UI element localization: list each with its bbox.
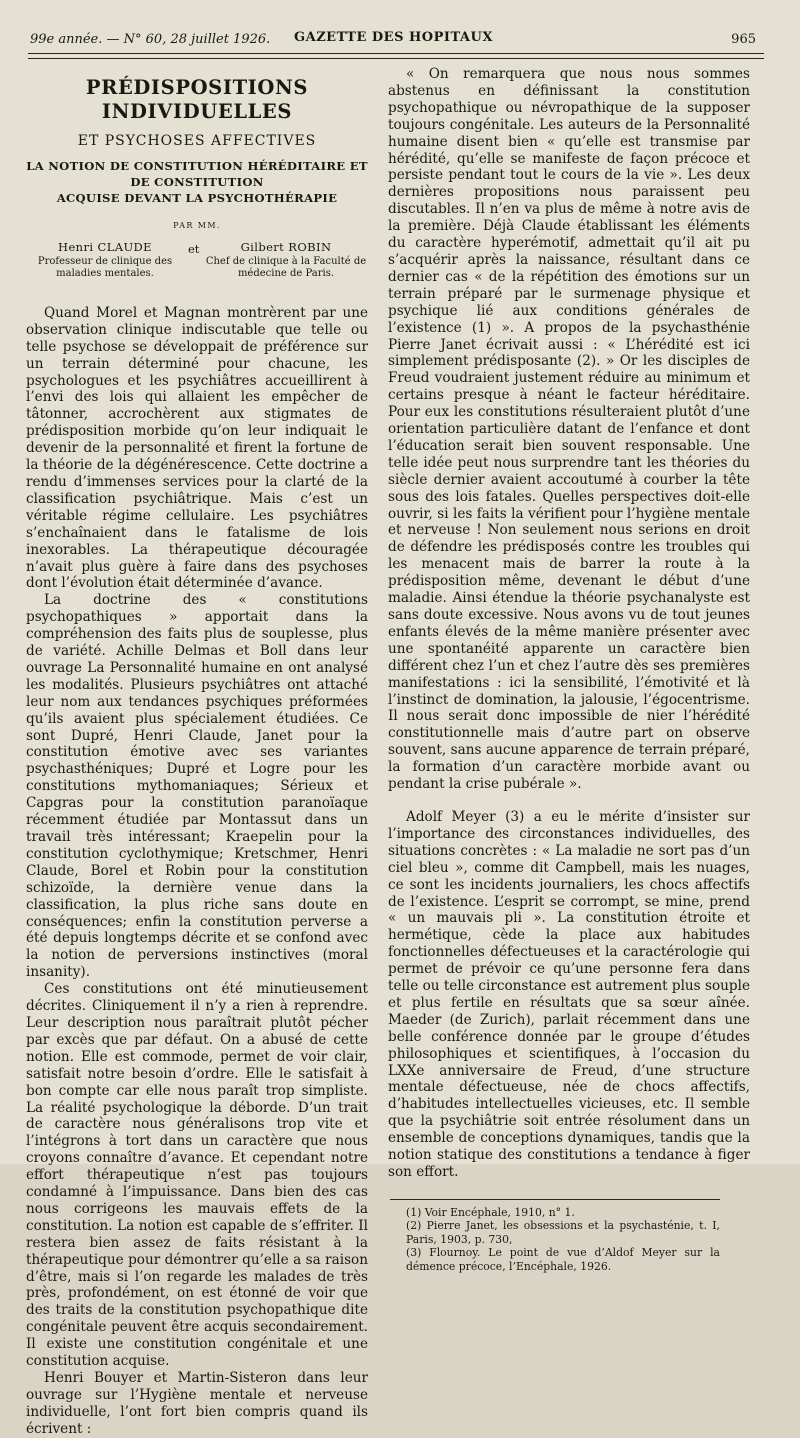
authors-conjunction: et: [188, 241, 200, 256]
body-paragraph: Henri Bouyer et Martin-Sisteron dans leur ouvrage sur l’Hygiène mentale et nerveuse individuelle, l’ont fort bien compris quand ils écrivent :: [26, 1370, 368, 1437]
page-number: 965: [731, 32, 756, 47]
footnote: (1) Voir Encéphale, 1910, n° 1.: [406, 1205, 575, 1219]
author-2-name: Gilbert ROBIN: [240, 239, 332, 254]
author-1: [26, 241, 184, 280]
issue-info: 99e année. — N° 60, 28 juillet 1926.: [30, 32, 271, 47]
author-1-role: Professeur de clinique des maladies mentales.: [37, 255, 173, 279]
page-header: [30, 28, 756, 50]
authors-block: [26, 241, 368, 299]
article-subhead-1: LA NOTION DE CONSTITUTION HÉRÉDITAIRE ET DE CONSTITUTION: [26, 159, 368, 189]
article-title: PRÉDISPOSITIONS INDIVIDUELLES: [85, 76, 309, 123]
body-paragraph: Ces constitutions ont été minutieusement décrites. Cliniquement il n’y a rien à reprendre. Leur description nous paraîtrait plutôt pécher par excès que par défaut. On a abusé de cette notion. Elle est commode, permet de voir clair, satisfait notre besoin d’ordre. Elle le satisfait à bon compte car elle nous paraît trop simpliste. La réalité psychologique la déborde. D’un trait de caractère nous généralisons trop vite et l’intégrons à tort dans un caractère que nous croyons connaître d’avance. Et cependant notre effort thérapeutique n’est pas toujours condamné à l’impuissance. Dans bien des cas nous corrigeons les mauvais effets de la constitution. La notion est capable de s’effriter. Il restera bien assez de faits résistant à la thérapeutique pour démontrer qu’elle a sa raison d’être, mais si l’on regarde les malades de très près, profondément, on est étonné de voir que des traits de la constitution psychopathique dite congénitale peuvent être acquis secondairement. Il existe une constitution congénitale et une constitution acquise.: [26, 981, 368, 1370]
author-2: [204, 241, 368, 280]
body-paragraph: La doctrine des « constitutions psychopathiques » apportait dans la compréhension des faits plus de souplesse, plus de variété. Achille Delmas et Boll dans leur ouvrage La Personnalité humaine en ont analysé les modalités. Plusieurs psychiâtres ont attaché leur nom aux tendances psychiques préformées qu’ils avaient plus spécialement étudiées. Ce sont Dupré, Henri Claude, Janet pour la constitution émotive avec ses variantes psychasthéniques; Dupré et Logre pour les constitutions mythomaniaques; Sérieux et Capgras pour la constitution paranoïaque récemment étudiée par Montassut dans un travail très intéressant; Kraepelin pour la constitution cyclothymique; Kretschmer, Henri Claude, Borel et Robin pour la constitution schizoïde, la dernière venue dans la classification, la plus riche sans doute en conséquences; enfin la constitution perverse a été depuis longtemps décrite et se confond avec la notion de perversions instinctives (moral insanity).: [26, 592, 368, 981]
footnote: (2) Pierre Janet, les obsessions et la psychasténie, t. I, Paris, 1903, p. 730,: [406, 1219, 720, 1246]
journal-title: GAZETTE DES HOPITAUX: [294, 30, 493, 45]
header-rule-thin: [28, 58, 764, 59]
article-subtitle: ET PSYCHOSES AFFECTIVES: [77, 133, 317, 149]
body-paragraph: Quand Morel et Magnan montrèrent par une observation clinique indiscutable que telle ou telle psychose se développait de préférence sur un terrain déterminé pour chacune, les psychologues et les psychiâtres accueillirent à l’envi des lois qui allaient les empêcher de tâtonner, accrochèrent aux stigmates de prédisposition morbide qu’on leur indiquait le devenir de la personnalité et firent la fortune de la théorie de la dégénérescence. Cette doctrine a rendu d’immenses services pour la clarté de la classification psychiâtrique. Mais c’est un véritable régime cellulaire. Les psychiâtres s’enchaînaient dans le fatalisme de lois inexorables. La thérapeutique découragée n’avait plus guère à faire dans des psychoses dont l’évolution était déterminée d’avance.: [26, 304, 368, 592]
left-column: [26, 66, 368, 1438]
article-subhead-2: ACQUISE DEVANT LA PSYCHOTHÉRAPIE: [56, 191, 338, 205]
footnote: (3) Flournoy. Le point de vue d’Aldof Meyer sur la démence précoce, l’Encéphale, 1926.: [406, 1246, 720, 1273]
author-1-name: Henri CLAUDE: [58, 239, 152, 254]
author-2-role: Chef de clinique à la Faculté de médecine de Paris.: [205, 255, 367, 279]
right-column: [388, 66, 750, 1273]
par-mm: PAR MM.: [173, 221, 221, 230]
footnotes: [390, 1199, 720, 1274]
quote-paragraph: « On remarquera que nous nous sommes abstenus en définissant la constitution psychopathique ou névropathique de la supposer toujours congénitale. Les auteurs de la Personnalité humaine disent bien « qu’elle est transmise par hérédité, qu’elle se manifeste de façon précoce et persiste pendant tout le cours de la vie ». Les deux dernières propositions nous paraissent peu discutables. Il n’en va plus de même à notre avis de la première. Déjà Claude établissant les éléments du caractère hyperémotif, admettait qu’il ait pu s’acquérir après la naissance, résultant dans ce dernier cas « de la répétition des émotions sur un terrain préparé par le surmenage physique et psychique lié aux conditions générales de l’existence (1) ». A propos de la psychasthénie Pierre Janet écrivait aussi : « L’hérédité est ici simplement prédisposante (2). » Or les disciples de Freud voudraient justement réduire au minimum et certains presque à néant le facteur héréditaire. Pour eux les constitutions résulteraient plutôt d’une orientation particulière datant de l’enfance et dont l’éducation serait bien souvent responsable. Une telle idée peut nous surprendre tant les théories du siècle dernier avaient accoutumé à courber la tête sous des lois fatales. Quelles perspectives doit-elle ouvrir, si les faits la vérifient pour l’hygiène mentale et nerveuse ! Non seulement nous serions en droit de défendre les prédisposés contre les troubles qui les menacent mais de barrer la route à la prédisposition même, devenant le début d’une maladie. Ainsi étendue la théorie psychanalyste est sans doute excessive. Nous avons vu de tout jeunes enfants élevés de la même manière présenter avec une spontanéité apparente un caractère bien différent chez l’un et chez l’autre dès ses premières manifestations : ici la sensibilité, l’émotivité et là l’instinct de domination, la jalousie, l’égocentrisme. Il nous serait donc impossible de nier l’hérédité constitutionnelle mais d’autre part on observe souvent, sans aucune apparence de terrain préparé, la formation d’un caractère morbide avant ou pendant la crise pubérale ».: [388, 66, 750, 793]
header-rule: [28, 53, 764, 54]
body-paragraph: Adolf Meyer (3) a eu le mérite d’insister sur l’importance des circonstances individuelles, des situations concrètes : « La maladie ne sort pas d’un ciel bleu », comme dit Campbell, mais les nuages, ce sont les incidents journaliers, les chocs affectifs de l’existence. L’esprit se corrompt, se mine, prend « un mauvais pli ». La constitution étroite et hermétique, cède la place aux habitudes fonctionnelles défectueuses et la caractérologie qui permet de prévoir ce qu’une personne fera dans telle ou telle circonstance est autrement plus souple et plus fertile en résultats que sa sœur aînée. Maeder (de Zurich), parlait récemment dans une belle conférence donnée par le groupe d’études philosophiques et scientifiques, à l’occasion du LXXe anniversaire de Freud, d’une structure mentale défectueuse, née de chocs affectifs, d’habitudes intellectuelles vicieuses, etc. Il semble que la psychiâtrie soit entrée résolument dans un ensemble de conceptions dynamiques, tandis que la notion statique des constitutions a tendance à figer son effort.: [388, 808, 750, 1180]
